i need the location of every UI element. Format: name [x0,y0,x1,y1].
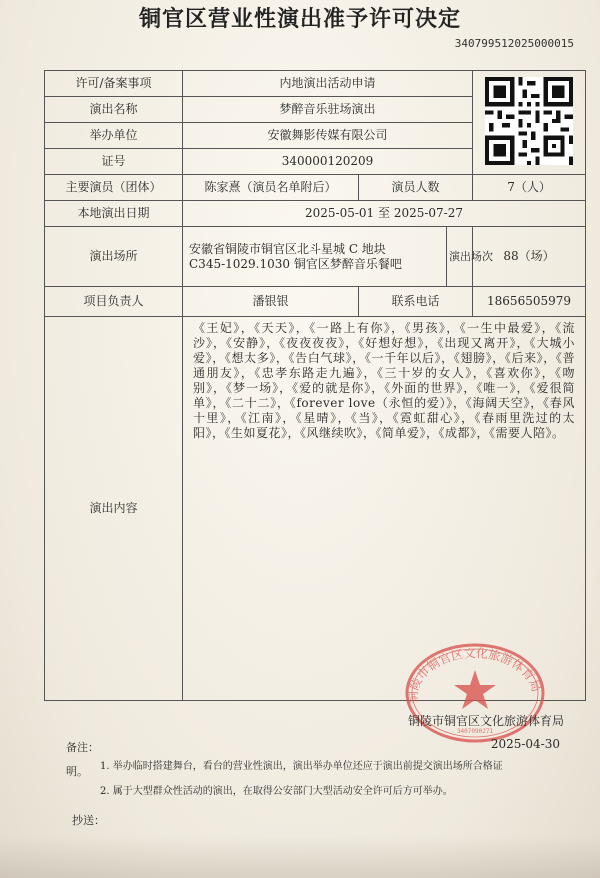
manager-label: 项目负责人 [45,287,183,317]
notes-section [66,740,586,799]
phone-value: 18656505979 [473,287,586,317]
issue-date: 2025-04-30 [490,737,560,751]
actor-count-label: 演员人数 [359,175,473,201]
main-actors-value: 陈家熹（演员名单附后） [183,175,359,201]
qr-code[interactable] [485,77,573,165]
notes-label: 备注： [66,741,99,754]
dates-label: 本地演出日期 [45,201,183,227]
cert-no-label: 证号 [45,149,183,175]
page-shadow [0,835,600,878]
document-number: 340799512025000015 [454,37,574,50]
show-name-value: 梦醉音乐驻场演出 [183,97,473,123]
venue-value [183,227,447,287]
venue-line-1: 安徽省铜陵市铜官区北斗星城 C 地块 [189,241,386,256]
dates-value: 2025-05-01 至 2025-07-27 [183,201,586,227]
license-table [44,70,586,704]
note-item-1: 1. 举办临时搭建舞台，看台的营业性演出，演出举办单位还应于演出前提交演出场所合格证 [100,760,503,772]
actor-count-value: 7（人） [473,175,586,201]
venue-line-2: C345-1029.1030 铜官区梦醉音乐餐吧 [189,256,402,271]
copy-to-label: 抄送： [72,814,105,827]
shows-value: 88（场） [473,227,586,287]
manager-value: 潘银银 [183,287,359,317]
seal-text: 铜陵市铜官区文化旅游体育局 [405,646,544,704]
note-item-2: 2. 属于大型群众性活动的演出，在取得公安部门大型活动安全许可后方可举办。 [100,785,453,797]
venue-label: 演出场所 [45,227,183,287]
show-name-label: 演出名称 [45,97,183,123]
license-type-value: 内地演出活动申请 [183,71,473,97]
main-actors-label: 主要演员（团体） [45,175,183,201]
shows-label: 演出场次 [447,227,473,287]
note-item-1-tail: 明。 [66,765,88,778]
document-title: 铜官区营业性演出准予许可决定 [138,6,461,32]
qr-code-cell [473,71,586,175]
license-type-label: 许可/备案事项 [45,71,183,97]
cert-no-value: 340000120209 [183,149,473,175]
organizer-value: 安徽舞影传媒有限公司 [183,123,473,149]
content-label: 演出内容 [45,317,183,701]
phone-label: 联系电话 [359,287,473,317]
seal-code: 3407090271 [456,728,494,735]
issuer-name: 铜陵市铜官区文化旅游体育局 [407,714,564,728]
organizer-label: 举办单位 [45,123,183,149]
content-value: 《王妃》，《天天》，《一路上有你》，《男孩》，《一生中最爱》，《流沙》，《安静》，《夜夜夜夜》，《好想好想》，《出现又离开》，《大城小爱》，《想太多》，《告白气球》，《一千年以后》，《翅膀》，《后来》，《普通朋友》，《忠孝东路走九遍》，《三十岁的女人》，《喜欢你》，《吻别》，《梦一场》，《爱的就是你》，《外面的世界》，《唯一》，《爱很简单》，《二十二》，《forever love（永恒的爱）》，《海阔天空》，《春风十里》，《江南》，《星晴》，《当》，《霓虹甜心》，《春雨里洗过的太阳》，《生如夏花》，《风继续吹》，《简单爱》，《成都》，《需要人陪》。 [183,317,586,701]
